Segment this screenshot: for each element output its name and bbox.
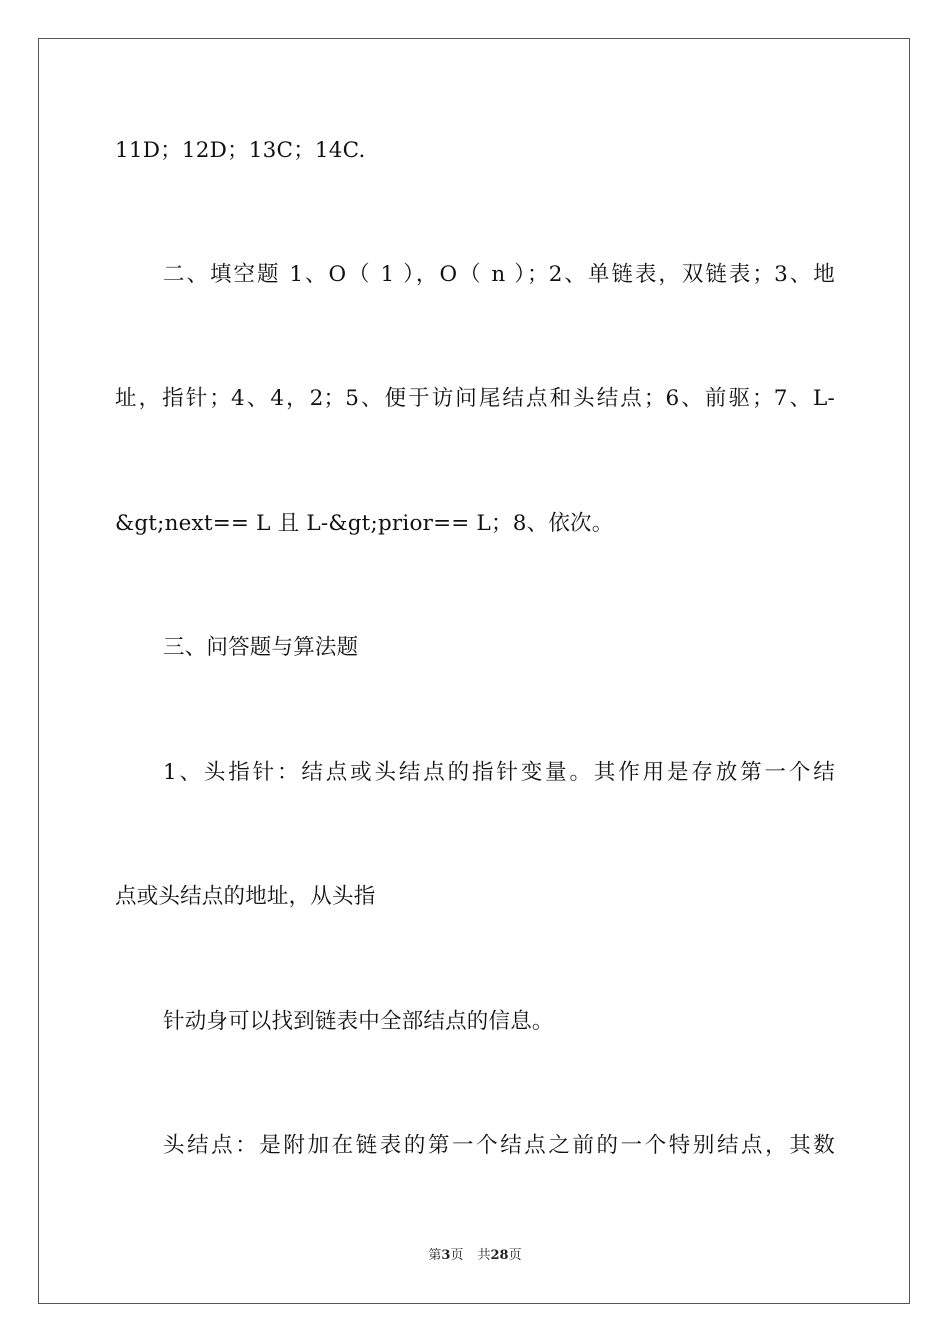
section-heading-qa: 三、问答题与算法题 bbox=[163, 635, 359, 660]
footer-page-suffix: 页 bbox=[450, 1248, 464, 1263]
footer-page-number: 3 bbox=[441, 1248, 451, 1263]
page-border bbox=[38, 38, 910, 1304]
page-footer bbox=[0, 1247, 950, 1265]
answer-line-choice: 11D；12D；13C；14C. bbox=[115, 138, 366, 163]
answer-line-head-pointer-3: 针动身可以找到链表中全部结点的信息。 bbox=[163, 1009, 554, 1034]
footer-total-prefix: 共 bbox=[477, 1248, 491, 1263]
answer-line-head-pointer-2: 点或头结点的地址，从头指 bbox=[115, 884, 376, 909]
footer-total-suffix: 页 bbox=[508, 1248, 522, 1263]
footer-page-prefix: 第 bbox=[428, 1248, 442, 1263]
answer-line-head-node: 头结点：是附加在链表的第一个结点之前的一个特别结点，其数 bbox=[163, 1133, 835, 1158]
answer-line-head-pointer-1: 1、头指针：结点或头结点的指针变量。其作用是存放第一个结 bbox=[163, 760, 835, 785]
answer-line-fill-blank-1: 二、填空题 1、O（ 1 ），O（ n ）；2、单链表，双链表；3、地 bbox=[163, 262, 835, 287]
answer-line-fill-blank-2: 址，指针；4、4，2；5、便于访问尾结点和头结点；6、前驱；7、L- bbox=[115, 386, 835, 411]
answer-line-fill-blank-3: &gt;next== L 且 L-&gt;prior== L；8、依次。 bbox=[115, 511, 614, 536]
footer-total-pages: 28 bbox=[490, 1248, 509, 1263]
